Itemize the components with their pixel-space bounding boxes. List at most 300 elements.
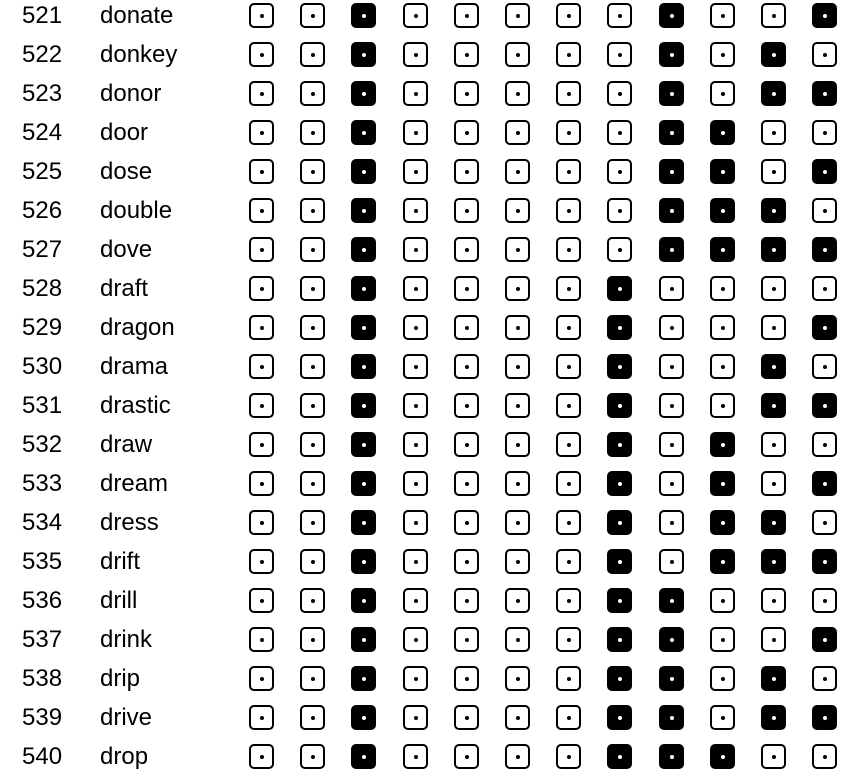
- row-number: 538: [22, 665, 63, 692]
- empty-bit-box: [607, 120, 632, 145]
- empty-bit-box: [505, 393, 530, 418]
- empty-bit-box: [812, 510, 837, 535]
- filled-bit-box: [761, 393, 786, 418]
- filled-bit-box: [659, 198, 684, 223]
- row-word: drill: [100, 587, 138, 614]
- empty-bit-box: [300, 393, 325, 418]
- table-row: [0, 390, 855, 429]
- empty-bit-box: [607, 81, 632, 106]
- filled-bit-box: [710, 549, 735, 574]
- filled-bit-box: [659, 627, 684, 652]
- table-row: [0, 585, 855, 624]
- table-row: [0, 156, 855, 195]
- empty-bit-box: [454, 471, 479, 496]
- empty-bit-box: [505, 510, 530, 535]
- table-row: [0, 195, 855, 234]
- empty-bit-box: [403, 471, 428, 496]
- empty-bit-box: [300, 432, 325, 457]
- row-number: 523: [22, 80, 63, 107]
- empty-bit-box: [505, 3, 530, 28]
- empty-bit-box: [249, 315, 274, 340]
- empty-bit-box: [556, 471, 581, 496]
- table-row: [0, 0, 855, 39]
- empty-bit-box: [403, 42, 428, 67]
- row-word: donkey: [100, 41, 178, 68]
- empty-bit-box: [454, 159, 479, 184]
- empty-bit-box: [761, 588, 786, 613]
- empty-bit-box: [710, 627, 735, 652]
- empty-bit-box: [300, 627, 325, 652]
- filled-bit-box: [659, 705, 684, 730]
- empty-bit-box: [403, 588, 428, 613]
- filled-bit-box: [351, 81, 376, 106]
- filled-bit-box: [607, 432, 632, 457]
- empty-bit-box: [556, 3, 581, 28]
- empty-bit-box: [454, 666, 479, 691]
- filled-bit-box: [659, 3, 684, 28]
- empty-bit-box: [556, 510, 581, 535]
- empty-bit-box: [249, 81, 274, 106]
- filled-bit-box: [351, 510, 376, 535]
- filled-bit-box: [812, 81, 837, 106]
- row-number: 533: [22, 470, 63, 497]
- empty-bit-box: [403, 198, 428, 223]
- empty-bit-box: [505, 471, 530, 496]
- empty-bit-box: [505, 744, 530, 769]
- empty-bit-box: [505, 42, 530, 67]
- filled-bit-box: [607, 588, 632, 613]
- empty-bit-box: [556, 627, 581, 652]
- table-row: [0, 39, 855, 78]
- table-row: [0, 234, 855, 273]
- empty-bit-box: [249, 276, 274, 301]
- empty-bit-box: [403, 3, 428, 28]
- empty-bit-box: [403, 81, 428, 106]
- empty-bit-box: [761, 744, 786, 769]
- row-number: 527: [22, 236, 63, 263]
- filled-bit-box: [710, 237, 735, 262]
- empty-bit-box: [403, 666, 428, 691]
- filled-bit-box: [710, 744, 735, 769]
- filled-bit-box: [659, 237, 684, 262]
- empty-bit-box: [300, 198, 325, 223]
- empty-bit-box: [300, 42, 325, 67]
- empty-bit-box: [300, 666, 325, 691]
- empty-bit-box: [249, 510, 274, 535]
- empty-bit-box: [556, 432, 581, 457]
- empty-bit-box: [505, 354, 530, 379]
- empty-bit-box: [710, 315, 735, 340]
- table-row: [0, 546, 855, 585]
- empty-bit-box: [607, 237, 632, 262]
- empty-bit-box: [761, 627, 786, 652]
- empty-bit-box: [249, 354, 274, 379]
- filled-bit-box: [351, 393, 376, 418]
- empty-bit-box: [812, 588, 837, 613]
- filled-bit-box: [761, 705, 786, 730]
- table-row: [0, 741, 855, 780]
- empty-bit-box: [454, 81, 479, 106]
- filled-bit-box: [351, 549, 376, 574]
- row-number: 534: [22, 509, 63, 536]
- filled-bit-box: [607, 471, 632, 496]
- filled-bit-box: [812, 3, 837, 28]
- row-word: draft: [100, 275, 149, 302]
- table-row: [0, 663, 855, 702]
- empty-bit-box: [505, 120, 530, 145]
- row-number: 526: [22, 197, 63, 224]
- empty-bit-box: [505, 627, 530, 652]
- empty-bit-box: [454, 237, 479, 262]
- empty-bit-box: [249, 198, 274, 223]
- empty-bit-box: [249, 120, 274, 145]
- table-row: [0, 468, 855, 507]
- empty-bit-box: [710, 393, 735, 418]
- empty-bit-box: [761, 276, 786, 301]
- empty-bit-box: [403, 159, 428, 184]
- empty-bit-box: [249, 237, 274, 262]
- filled-bit-box: [351, 159, 376, 184]
- row-word: donor: [100, 80, 162, 107]
- empty-bit-box: [249, 549, 274, 574]
- empty-bit-box: [710, 81, 735, 106]
- row-word: dress: [100, 509, 159, 536]
- row-number: 536: [22, 587, 63, 614]
- filled-bit-box: [351, 432, 376, 457]
- row-number: 532: [22, 431, 63, 458]
- filled-bit-box: [659, 666, 684, 691]
- empty-bit-box: [505, 81, 530, 106]
- empty-bit-box: [249, 159, 274, 184]
- empty-bit-box: [403, 237, 428, 262]
- filled-bit-box: [710, 198, 735, 223]
- empty-bit-box: [454, 588, 479, 613]
- empty-bit-box: [300, 549, 325, 574]
- filled-bit-box: [761, 198, 786, 223]
- empty-bit-box: [710, 705, 735, 730]
- empty-bit-box: [403, 120, 428, 145]
- empty-bit-box: [249, 588, 274, 613]
- filled-bit-box: [607, 393, 632, 418]
- empty-bit-box: [300, 744, 325, 769]
- empty-bit-box: [556, 276, 581, 301]
- filled-bit-box: [607, 276, 632, 301]
- empty-bit-box: [659, 315, 684, 340]
- empty-bit-box: [556, 354, 581, 379]
- empty-bit-box: [659, 549, 684, 574]
- empty-bit-box: [454, 198, 479, 223]
- empty-bit-box: [249, 42, 274, 67]
- empty-bit-box: [403, 354, 428, 379]
- row-number: 525: [22, 158, 63, 185]
- filled-bit-box: [761, 237, 786, 262]
- empty-bit-box: [659, 510, 684, 535]
- filled-bit-box: [812, 627, 837, 652]
- row-number: 539: [22, 704, 63, 731]
- filled-bit-box: [351, 42, 376, 67]
- row-number: 529: [22, 314, 63, 341]
- empty-bit-box: [454, 315, 479, 340]
- empty-bit-box: [761, 3, 786, 28]
- empty-bit-box: [812, 744, 837, 769]
- empty-bit-box: [710, 42, 735, 67]
- empty-bit-box: [300, 705, 325, 730]
- empty-bit-box: [761, 432, 786, 457]
- filled-bit-box: [607, 705, 632, 730]
- row-word: drastic: [100, 392, 171, 419]
- filled-bit-box: [761, 81, 786, 106]
- empty-bit-box: [403, 705, 428, 730]
- table-row: [0, 429, 855, 468]
- table-row: [0, 273, 855, 312]
- filled-bit-box: [761, 549, 786, 574]
- row-word: dose: [100, 158, 153, 185]
- empty-bit-box: [300, 120, 325, 145]
- empty-bit-box: [710, 276, 735, 301]
- empty-bit-box: [300, 471, 325, 496]
- row-word: dove: [100, 236, 153, 263]
- filled-bit-box: [812, 237, 837, 262]
- empty-bit-box: [300, 276, 325, 301]
- empty-bit-box: [505, 666, 530, 691]
- table-row: [0, 78, 855, 117]
- empty-bit-box: [505, 237, 530, 262]
- empty-bit-box: [300, 354, 325, 379]
- empty-bit-box: [659, 393, 684, 418]
- empty-bit-box: [403, 432, 428, 457]
- filled-bit-box: [710, 432, 735, 457]
- empty-bit-box: [454, 705, 479, 730]
- filled-bit-box: [659, 42, 684, 67]
- filled-bit-box: [351, 315, 376, 340]
- row-number: 521: [22, 2, 63, 29]
- filled-bit-box: [710, 471, 735, 496]
- row-word: drive: [100, 704, 153, 731]
- empty-bit-box: [556, 705, 581, 730]
- empty-bit-box: [505, 198, 530, 223]
- filled-bit-box: [659, 81, 684, 106]
- empty-bit-box: [812, 432, 837, 457]
- row-number: 537: [22, 626, 63, 653]
- table-row: [0, 702, 855, 741]
- row-word: drama: [100, 353, 169, 380]
- filled-bit-box: [351, 120, 376, 145]
- empty-bit-box: [505, 705, 530, 730]
- filled-bit-box: [812, 315, 837, 340]
- filled-bit-box: [351, 354, 376, 379]
- row-word: double: [100, 197, 173, 224]
- filled-bit-box: [659, 159, 684, 184]
- row-number: 530: [22, 353, 63, 380]
- row-number: 540: [22, 743, 63, 770]
- row-number: 524: [22, 119, 63, 146]
- empty-bit-box: [403, 393, 428, 418]
- empty-bit-box: [505, 276, 530, 301]
- empty-bit-box: [607, 42, 632, 67]
- empty-bit-box: [812, 198, 837, 223]
- row-word: drip: [100, 665, 141, 692]
- empty-bit-box: [249, 744, 274, 769]
- filled-bit-box: [607, 510, 632, 535]
- filled-bit-box: [659, 120, 684, 145]
- empty-bit-box: [300, 237, 325, 262]
- filled-bit-box: [659, 744, 684, 769]
- empty-bit-box: [505, 432, 530, 457]
- empty-bit-box: [556, 744, 581, 769]
- empty-bit-box: [454, 432, 479, 457]
- empty-bit-box: [505, 159, 530, 184]
- empty-bit-box: [454, 42, 479, 67]
- filled-bit-box: [607, 744, 632, 769]
- filled-bit-box: [607, 627, 632, 652]
- filled-bit-box: [607, 315, 632, 340]
- filled-bit-box: [812, 393, 837, 418]
- empty-bit-box: [249, 705, 274, 730]
- filled-bit-box: [812, 705, 837, 730]
- empty-bit-box: [812, 276, 837, 301]
- filled-bit-box: [351, 744, 376, 769]
- filled-bit-box: [351, 198, 376, 223]
- empty-bit-box: [710, 666, 735, 691]
- empty-bit-box: [812, 354, 837, 379]
- empty-bit-box: [300, 588, 325, 613]
- empty-bit-box: [403, 510, 428, 535]
- filled-bit-box: [351, 705, 376, 730]
- empty-bit-box: [812, 120, 837, 145]
- empty-bit-box: [454, 393, 479, 418]
- filled-bit-box: [351, 3, 376, 28]
- empty-bit-box: [761, 315, 786, 340]
- empty-bit-box: [454, 3, 479, 28]
- filled-bit-box: [812, 549, 837, 574]
- empty-bit-box: [556, 198, 581, 223]
- empty-bit-box: [556, 120, 581, 145]
- empty-bit-box: [710, 3, 735, 28]
- empty-bit-box: [556, 159, 581, 184]
- table-row: [0, 312, 855, 351]
- filled-bit-box: [761, 510, 786, 535]
- table-row: [0, 624, 855, 663]
- table-row: [0, 507, 855, 546]
- row-word: draw: [100, 431, 153, 458]
- table-row: [0, 117, 855, 156]
- row-number: 531: [22, 392, 63, 419]
- empty-bit-box: [659, 471, 684, 496]
- filled-bit-box: [607, 666, 632, 691]
- empty-bit-box: [607, 159, 632, 184]
- filled-bit-box: [351, 666, 376, 691]
- empty-bit-box: [249, 666, 274, 691]
- empty-bit-box: [454, 627, 479, 652]
- empty-bit-box: [249, 471, 274, 496]
- empty-bit-box: [300, 315, 325, 340]
- row-number: 535: [22, 548, 63, 575]
- empty-bit-box: [556, 588, 581, 613]
- filled-bit-box: [710, 510, 735, 535]
- empty-bit-box: [659, 432, 684, 457]
- empty-bit-box: [454, 276, 479, 301]
- row-word: donate: [100, 2, 174, 29]
- row-word: drink: [100, 626, 153, 653]
- filled-bit-box: [710, 120, 735, 145]
- filled-bit-box: [761, 666, 786, 691]
- filled-bit-box: [812, 159, 837, 184]
- empty-bit-box: [607, 198, 632, 223]
- table-row: [0, 351, 855, 390]
- empty-bit-box: [659, 354, 684, 379]
- empty-bit-box: [454, 744, 479, 769]
- empty-bit-box: [300, 159, 325, 184]
- filled-bit-box: [351, 588, 376, 613]
- empty-bit-box: [249, 432, 274, 457]
- row-word: dream: [100, 470, 169, 497]
- row-word: drop: [100, 743, 149, 770]
- row-word: door: [100, 119, 149, 146]
- empty-bit-box: [761, 120, 786, 145]
- filled-bit-box: [351, 627, 376, 652]
- empty-bit-box: [556, 393, 581, 418]
- empty-bit-box: [556, 237, 581, 262]
- empty-bit-box: [812, 666, 837, 691]
- empty-bit-box: [249, 393, 274, 418]
- empty-bit-box: [556, 315, 581, 340]
- filled-bit-box: [607, 549, 632, 574]
- empty-bit-box: [505, 549, 530, 574]
- empty-bit-box: [454, 510, 479, 535]
- empty-bit-box: [300, 81, 325, 106]
- row-number: 522: [22, 41, 63, 68]
- filled-bit-box: [607, 354, 632, 379]
- empty-bit-box: [556, 549, 581, 574]
- filled-bit-box: [351, 276, 376, 301]
- empty-bit-box: [403, 276, 428, 301]
- empty-bit-box: [556, 42, 581, 67]
- empty-bit-box: [454, 549, 479, 574]
- row-word: dragon: [100, 314, 175, 341]
- empty-bit-box: [812, 42, 837, 67]
- empty-bit-box: [403, 315, 428, 340]
- filled-bit-box: [812, 471, 837, 496]
- empty-bit-box: [607, 3, 632, 28]
- row-word: drift: [100, 548, 141, 575]
- empty-bit-box: [761, 471, 786, 496]
- empty-bit-box: [249, 627, 274, 652]
- empty-bit-box: [761, 159, 786, 184]
- empty-bit-box: [249, 3, 274, 28]
- empty-bit-box: [300, 3, 325, 28]
- empty-bit-box: [710, 588, 735, 613]
- empty-bit-box: [659, 276, 684, 301]
- empty-bit-box: [403, 744, 428, 769]
- empty-bit-box: [505, 588, 530, 613]
- empty-bit-box: [556, 666, 581, 691]
- filled-bit-box: [710, 159, 735, 184]
- empty-bit-box: [505, 315, 530, 340]
- filled-bit-box: [761, 354, 786, 379]
- filled-bit-box: [351, 237, 376, 262]
- filled-bit-box: [761, 42, 786, 67]
- empty-bit-box: [403, 549, 428, 574]
- empty-bit-box: [403, 627, 428, 652]
- empty-bit-box: [556, 81, 581, 106]
- empty-bit-box: [454, 120, 479, 145]
- empty-bit-box: [454, 354, 479, 379]
- empty-bit-box: [710, 354, 735, 379]
- filled-bit-box: [659, 588, 684, 613]
- empty-bit-box: [300, 510, 325, 535]
- row-number: 528: [22, 275, 63, 302]
- filled-bit-box: [351, 471, 376, 496]
